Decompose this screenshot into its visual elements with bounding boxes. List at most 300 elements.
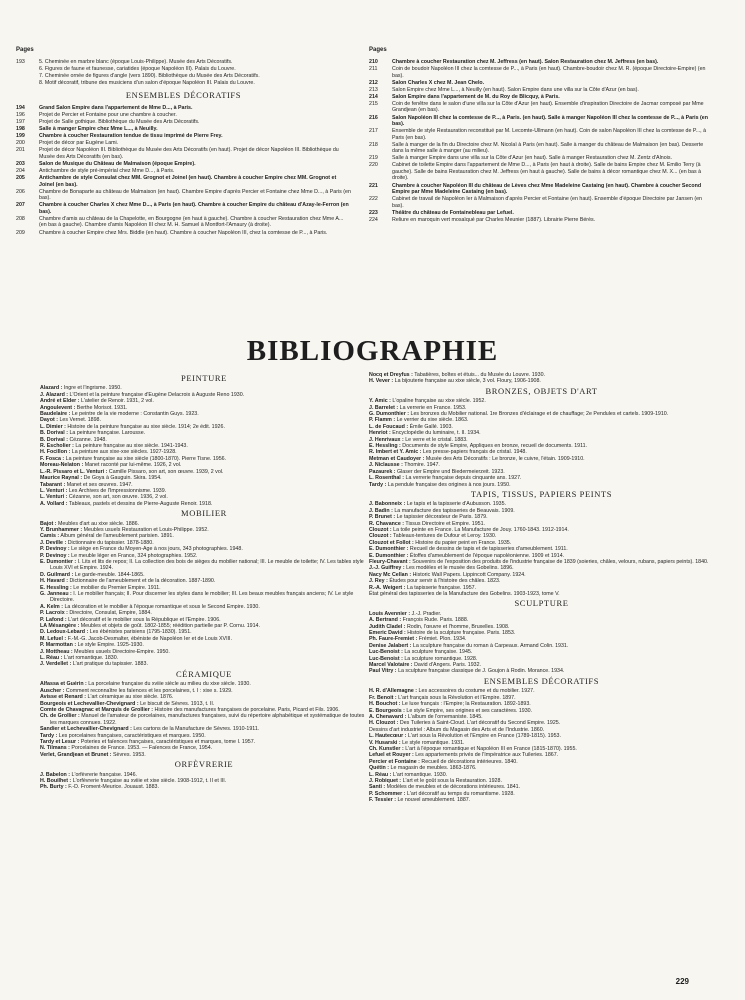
plate-page-number [16,66,39,73]
entry-title: Le magasin de meubles. 1863-1876. [390,765,477,772]
bibliography-section-heading: PEINTURE [181,373,227,383]
plate-description: Salon Empire chez Mme L..., à Neuilly (en haut). Salon Empire dans une villa sur la Côte d'Azur (en bas). [392,86,639,93]
entry-author: Dayot : [40,417,58,424]
entry-title: Histoire de la sculpture française. Paris. 1853. [407,630,516,637]
plate-description: Salon Napoléon III chez la comtesse de P..., à Paris. (en haut). Salle à manger Napoléon III chez la comtesse de P..., à Paris (en bas). [392,114,708,128]
bibliography-entry [40,784,368,790]
plate-entry [369,80,714,87]
entry-author: D. Guilmard : [40,571,74,578]
plate-description: 7. Cheminée ornée de figures d'angle (vers 1890). Bibliothèque du Musée des Arts Décoratifs. [39,73,260,80]
bibliography-entry [40,501,368,507]
plate-entry [16,202,351,215]
entry-author: Denise Jalabert : [369,642,412,649]
entry-author: L. Venturi : [40,494,68,501]
entry-author: Ph. Burty : [40,784,67,791]
entry-author: G. Dumonthier : [369,411,410,418]
plate-page-number: 205 [16,175,25,182]
entry-author: J. Babonneix : [369,501,406,508]
plate-entry [369,94,714,101]
entry-title: Dessins d'art industriel : Album du Magasin des Arts et de l'Industrie. 1860. [369,726,545,733]
entry-author: E. Dumonthier : [369,552,409,559]
entry-author: P. Devinoy : [40,546,70,553]
entry-author: P. Lacroix : [40,610,68,617]
entry-author: Luc-Benoist : [369,649,403,656]
entry-title: Meubles usuels Restauration et Louis-Philippe. 1952. [83,526,209,533]
entry-title: Le meuble léger en France, 324 photographies. 1952. [71,552,198,559]
plate-description: Antichambre de style Consulat chez MM. Grognot et Joinel (en haut). Chambre à coucher Empire chez MM. Grognot et Joinel (en bas). [39,175,337,188]
entry-author: J. Niclausse : [369,462,403,469]
plate-entry [16,168,351,175]
plate-page-number: 204 [16,168,25,175]
entry-title: Le style romantique. 1931. [402,739,465,746]
entry-title: Documents de style Empire, Appliques en bronze, recueil de documents. 1911. [402,443,588,450]
entry-title: Tableaux-tentures de Dufour et Leroy. 1930. [393,533,497,540]
bibliography-section-heading: ENSEMBLES DÉCORATIFS [483,675,600,686]
plate-description: Projet de Salle gothique. Bibliothèque du Musée des Arts Décoratifs. [39,118,200,125]
plate-entry [16,80,351,87]
plate-page-number: 219 [369,155,378,162]
entry-author: Percier et Fontaine : [369,758,420,765]
plate-page-number: 194 [16,104,25,111]
entry-author: Judith Cladel : [369,623,406,630]
plate-entry [369,87,714,94]
entry-title: J.-J. Pradier. [411,610,442,617]
entry-author: Louis Avennier : [369,610,411,617]
entry-title: Thomire. 1947. [404,462,440,469]
entry-author: Tardy : [40,732,58,739]
entry-title: Musée des Arts Décoratifs : Le bronze, le cuivre, l'étain. 1909-1910. [425,455,585,462]
plate-description: Cabinet de travail de Napoléon Ier à Malmaison d'après Percier et Fontaine (en haut). Ensemble d'époque Directoire par Jansen (en bas). [392,196,703,209]
entry-title: La bijouterie française au xixe siècle, 3 vol. Floury, 1906-1908. [394,378,541,385]
entry-author: Y. Amic : [369,398,391,405]
bibliography-entry [40,559,368,572]
entry-author: Henriot : [369,430,391,437]
plate-description: Projet de décor par Eugène Lami. [39,140,119,147]
entry-author: Y. Brunhammer : [40,526,83,533]
bibliography-entry [40,752,368,758]
entry-title: La manufacture des tapisseries de Beauvais. 1909. [394,507,515,514]
plate-entry [369,115,714,128]
entry-author: N. Tilmans : [40,745,70,752]
plate-description: Chambre de Bonaparte au château de Malmaison (en haut). Chambre Empire d'après Percier et Fontaine chez Mme D..., à Paris (en bas). [39,188,351,202]
entry-title: Cézanne, son art, son œuvre. 1936, 2 vol. [68,494,168,501]
entry-author: L. Réau : [369,771,392,778]
plate-description: Antichambre de style pré-impérial chez Mme D..., à Paris. [39,168,175,175]
entry-title: Dictionnaire du tapissier. 1878-1880. [67,539,154,546]
entry-title: Le style Empire, ses origines et ses caractères. 1930. [406,707,533,714]
entry-title: Les modèles et le musée des Gobelins. 1896. [406,565,514,572]
plate-entry [369,210,714,217]
plate-description: Salon Charles X chez M. Jean Chelo. [392,79,485,86]
entry-author: Luc-Benoist : [369,655,403,662]
entry-title: Le biscuit de Sèvres. 1913, t. II. [140,700,215,707]
entry-title: Rodin, l'œuvre et l'homme, Bruxelles. 1908. [406,623,510,630]
entry-author: LA Mésangère : [40,623,80,630]
entry-author: Clouzot : [369,526,392,533]
entry-author: J. Babelon : [40,771,71,778]
entry-title: Meubles usuels Directoire-Empire. 1950. [74,648,170,655]
entry-title: L'art français sous la Révolution et l'Empire. 1897. [398,694,516,701]
entry-author: J. Robiquet : [369,777,402,784]
entry-title: Le style Empire. 1925-1930. [77,642,144,649]
entry-author: J.-J. Guiffrey : [369,565,405,572]
entry-title: Manet raconté par lui-même. 1926, 2 vol. [84,462,182,469]
entry-author: Fr. Benoit : [369,694,397,701]
entry-title: I. Lits et lits de repos; II. La collection des bois de sièges du mobilier national; III. Le meuble de toilette; IV. Les tables style Louis XVI et Empire. 1924. [50,558,364,572]
plate-description: Salle à manger Empire dans une villa sur la Côte d'Azur (en haut). Salle à manger Restauration chez M. Zentz d'Alnois. [392,155,672,162]
plate-description: Chambre à coucher Charles X chez Mme D..., à Paris (en haut). Chambre à coucher Empire du château d'Azay-le-Ferron (en bas). [39,202,349,215]
entry-title: Album général de l'ameublement parisien. 1891. [60,533,174,540]
entry-author: H. Clouzot : [369,720,399,727]
entry-title: La verrerie française depuis cinquante ans. 1927. [405,475,522,482]
plate-entry [16,189,351,202]
entry-title: État général des tapisseries de la Manufacture des Gobelins. 1903-1923, tome V. [369,591,560,597]
entry-title: L'art décoratif au temps du romantisme. 1928. [406,790,515,797]
bibliography-section-heading: CÉRAMIQUE [176,668,232,679]
plate-description: Projet de Percier et Fontaine pour une chambre à coucher. [39,111,177,118]
entry-title: F.-M.-G. Jacob-Desmalter, ébéniste de Napoléon Ier et de Louis XVIII. [67,635,232,642]
entry-author: H. Havard : [40,578,68,585]
bibliography-entry [369,482,714,488]
plate-entry [369,128,714,141]
entry-title: Le tapis et la tapisserie d'Aubusson. 1935. [406,501,507,508]
entry-title: La sculpture française du roman à Carpeaux. Armand Colin. 1931. [412,642,569,649]
entry-title: Les Vernet. 1898. [59,417,101,424]
entry-title: Berthe Morisot. 1931. [76,404,128,411]
entry-author: P. Brunet : [369,514,396,521]
entry-title: L'art céramique au xixe siècle. 1876. [87,694,174,701]
entry-author: L. Venturi : [40,487,68,494]
entry-title: La décoration et le mobilier à l'époque romantique et sous le Second Empire. 1930. [64,603,260,610]
plate-entry [16,161,351,168]
entry-author: B. Dorival : [40,430,68,437]
plate-entry [369,162,714,182]
entry-title: La tapisserie française. 1957. [406,584,477,591]
bibliography-section-heading: BRONZES, OBJETS D'ART [485,385,598,396]
plate-list-left-ensembles [16,105,351,236]
entry-title: Des Tuileries à Saint-Cloud. L'art décoratif du Second Empire. 1925. [399,720,561,727]
bibliography-entry [369,797,714,803]
pages-header-left: Pages [16,47,34,53]
entry-title: Le garde-meuble. 1844-1865. [74,571,145,578]
entry-title: Tableaux, pastels et dessins de Pierre-Auguste Renoir. 1918. [68,500,213,507]
plate-description: Chambre à coucher Restauration chez M. Jeffress (en haut). Salon Restauration chez M. Jeffress (en bas). [392,59,659,65]
entry-title: L'art sous la Révolution et l'Empire en France (1789-1815). 1953. [407,733,561,740]
entry-title: Recueil de dessins de tapis et de tapisseries d'ameublement. 1911. [409,546,568,553]
plate-entry [16,105,351,112]
entry-title: L'art et le goût sous la Restauration. 1928. [402,777,502,784]
entry-title: De Goya à Gauguin. Skira. 1954. [83,475,162,482]
entry-title: Camille Pissaro, son art, son œuvre. 1939, 2 vol. [108,468,224,475]
entry-title: Poteries et faïences françaises, caractéristiques et marques, tome I. 1957. [80,738,256,745]
entry-title: François Rude. Paris. 1888. [402,617,469,624]
entry-title: Le nouvel ameublement. 1887. [397,797,471,804]
entry-author: R. Escholier : [40,443,74,450]
plate-entry [16,175,351,188]
bibliography-left-column [40,372,368,791]
entry-title: Les cartons de la Manufacture de Sèvres. 1910-1911. [133,726,260,733]
entry-author: L.-R. Pissaro et L. Venturi : [40,468,108,475]
entry-title: Émile Gallé. 1903. [409,423,453,430]
plate-description: Chambre à coucher Empire chez Mrs. Biddle (en haut). Chambre à coucher Napoléon III, chez la comtesse de P..., à Paris. [39,229,328,236]
entry-title: Frémiet. Plon. 1934. [418,636,467,643]
plate-page-number: 193 [16,59,25,65]
plate-entry [16,59,351,66]
entry-title: Le verrier du xixe siècle. 1863. [396,417,469,424]
plate-entry [369,196,714,209]
plate-page-number: 196 [16,111,25,118]
plate-entry [369,66,714,79]
plate-page-number: 199 [16,133,25,140]
plate-page-number: 221 [369,182,378,189]
plate-page-number: 215 [369,100,378,107]
plate-description: 8. Motif décoratif, tribune des musiciens d'un salon d'époque Napoléon III. Palais du Louvre. [39,80,255,87]
bibliography-title: BIBLIOGRAPHIE [246,335,499,367]
entry-author: Camis : [40,533,60,540]
entry-title: Histoire du papier peint en France. 1935. [415,539,512,546]
entry-author: Ch. de Grollier : [40,713,80,720]
entry-author: P. Lafond : [40,616,67,623]
entry-title: L'art pratique du tapissier. 1883. [72,661,148,668]
entry-author: Moreau-Nelaton : [40,462,84,469]
entry-author: P. Flamm : [369,417,396,424]
entry-author: J. Barrelet : [369,404,399,411]
entry-title: La porcelaine française du xviiie siècle au milieu du xixe siècle. 1930. [88,681,251,688]
plate-description: Chambre à coucher Restauration tendue de tissu imprimé de Pierre Frey. [39,133,223,140]
entry-author: F. Tessier : [369,797,396,804]
top-right-column [369,47,714,224]
entry-author: E. Dumonthier : [369,546,409,553]
entry-title: Les Archives de l'Impressionnisme. 1939. [68,487,167,494]
plate-entry [16,112,351,119]
page-number: 229 [675,977,689,986]
entry-title: L'art romantique. 1830. [63,655,119,662]
entry-title: Les presse-papiers français de cristal. 1948. [422,449,527,456]
bibliography-entry [40,591,368,604]
entry-author: Bajot : [40,520,57,527]
entry-author: H. Bouchot : [369,701,401,708]
entry-title: Tabatières, boîtes et étuis... du Musée du Louvre. 1930. [414,372,545,378]
entry-author: Santi : [369,784,386,791]
plate-description: Cabinet de toilette Empire dans l'appartement de Mme D..., à Paris (en haut à droite). Salle de bains Empire chez M. Emilio Terry (à gauche). Salle de bains Restauration chez M. Jeffress (en haut à gauche). Salle de bains à décor romantique chez M. X... (en bas à droite). [392,162,702,182]
entry-title: Histoire des manufactures françaises de porcelaine. Paris, Picard et Fils. 1906. [154,706,340,713]
entry-author: L. de Foucaud : [369,423,409,430]
entry-author: Avisse et Renard : [40,694,87,701]
entry-author: J. Alazard : [40,391,69,398]
entry-title: Le siège en France du Moyen-Age à nos jours, 343 photographies. 1948. [71,546,243,553]
entry-title: I. Le mobilier français; II. Pour discerner les styles dans le mobilier; III. Les beaux meubles français anciens; IV. Le style Directoire. [50,591,354,604]
entry-title: Les porcelaines françaises, caractéristiques et marques. 1950. [58,732,206,739]
plate-description: Salle à manger de la fin du Directoire chez M. Nicolaï à Paris (en haut). Salle à manger du château de Malmaison (en bas). Desserte dans la même salle à manger (au milieu). [392,141,704,155]
entry-title: Les ébénistes parisiens (1795-1830). 1951. [89,629,192,636]
entry-title: L'orfèvrerie française au xviiie et xixe siècle. 1908-1912, t. II et III. [72,777,227,784]
entry-author: V. Husarski : [369,739,401,746]
plate-page-number: 216 [369,114,378,121]
plate-entry [16,140,351,147]
plate-entry [16,73,351,80]
entry-author: P. Devinoy : [40,552,70,559]
entry-author: J. Deville : [40,539,67,546]
entry-title: La pendule française des origines à nos jours. 1950. [387,481,511,488]
entry-author: Ph. Faure-Fremiet : [369,636,418,643]
plate-page-number: 224 [369,216,378,223]
entry-author: Clouzot : [369,533,392,540]
plate-entry [369,101,714,114]
entry-author: Lefuel et Rouyer : [369,752,414,759]
plate-page-number: 218 [369,141,378,148]
entry-title: F.-D. Froment-Meurice. Jouaust. 1883. [68,784,159,791]
entry-title: La peinture française au xixe siècle (1800-1870). Pierre Tisne. 1956. [65,455,227,462]
entry-title: Sèvres. 1953. [113,751,146,758]
bibliography-section-heading: TAPIS, TISSUS, PAPIERS PEINTS [470,488,613,499]
entry-author: Baudelaire : [40,411,71,418]
entry-author: A. Bertrand : [369,617,402,624]
entry-author: Paul Vitry : [369,668,397,675]
plate-entry [16,147,351,160]
plate-description: Coin de fenêtre dans le salon d'une villa sur la Côte d'Azur (en haut). Ensemble d'inspiration Directoire de Jacmar composé par Mme Grandjean (en bas). [392,100,704,114]
plate-page-number: 212 [369,79,378,86]
entry-title: La verrerie en France. 1953. [399,404,467,411]
entry-author: E. Hessling : [369,443,401,450]
entry-title: Meubles d'art au xixe siècle. 1886. [57,520,140,527]
bibliography-entry [40,661,368,667]
entry-title: Encyclopédie du luminaire, t. II. 1934. [392,430,481,437]
entry-author: J. Mottheau : [40,648,73,655]
entry-title: La peinture française. Larousse. [69,430,146,437]
bibliography-entry [40,713,368,726]
entry-author: E. Bourgeois : [369,707,405,714]
plate-page-number: 223 [369,209,378,216]
plate-entry [369,59,714,66]
entry-author: Comte de Chavagnac et Marquis de Grollier : [40,706,154,713]
entry-author: Pazaurek : [369,468,396,475]
plate-entry [369,217,714,224]
entry-author: D. Ledoux-Lebard : [40,629,89,636]
entry-author: A. Chenavard : [369,713,407,720]
bibliography-entry [369,378,714,384]
entry-title: Cézanne. 1948. [69,436,107,443]
entry-author: L. Hautecœur : [369,733,407,740]
entry-title: L'Orient et la peinture française d'Eugène Delacroix à Auguste Reno 1930. [69,391,245,398]
pages-header-right: Pages [369,47,387,53]
entry-author: Tardy : [369,481,387,488]
entry-title: La toile peinte en France. La Manufacture de Jouy. 1760-1843. 1912-1914. [393,526,569,533]
plate-page-number: 207 [16,202,25,209]
entry-author: Emeric David : [369,630,406,637]
entry-author: Angoulevent : [40,404,76,411]
plate-page-number: 213 [369,86,378,93]
plate-description: 5. Cheminée en marbre blanc (époque Louis-Philippe). Musée des Arts Décoratifs. [39,59,233,65]
plate-page-number: 197 [16,118,25,125]
entry-title: Manuel de l'amateur de porcelaines, manufactures françaises, suivi du répertoire alphabétique et systématique de toutes les marques connues. 1922. [50,713,365,726]
plate-page-number: 222 [369,196,378,203]
entry-author: A. Vollard : [40,500,68,507]
plate-list-left [16,59,351,87]
entry-title: Le mobilier du Premier Empire. 1911. [73,584,161,591]
bibliography-section-heading: SCULPTURE [514,598,569,609]
entry-title: Les bronzes du Mobilier national. 1re Bronzes d'éclairage et de chauffage; 2e Pendules et cartels. 1909-1910. [410,411,669,418]
entry-title: Manet et ses œuvres. 1947. [66,481,133,488]
entry-author: Clouzot et Follot : [369,539,414,546]
entry-title: Souvenirs de l'exposition des produits de l'industrie française de 1839 (soieries, châles, velours, rubans, papiers peints). 1840. [412,558,709,565]
entry-author: A. Kelm : [40,603,63,610]
bibliography-section-heading: MOBILIER [181,508,227,519]
plate-page-number: 211 [369,66,378,73]
entry-title: Meubles et objets de goût. 1802-1855; réédition partielle par P. Cornu. 1914. [80,623,260,630]
entry-author: André et Elder : [40,398,80,405]
entry-author: Tabarant : [40,481,66,488]
plate-entry [16,230,351,237]
entry-title: Le verre et le cristal. 1883. [405,436,468,443]
entry-title: Étoffes d'ameublement de l'époque napoléonienne. 1909 et 1914. [409,552,565,559]
entry-title: Les appartements privés de l'Impératrice aux Tuileries. 1867. [415,752,559,759]
plate-description: Coin de boudoir Napoléon III chez la comtesse de P..., à Paris (en haut). Chambre-boudoir chez M. R. (époque Directoire-Empire) (en bas). [392,66,706,79]
entry-author: J. Henrivaux : [369,436,404,443]
entry-author: R. Imbert et Y. Amic : [369,449,422,456]
plate-description: 6. Figures de faune et faunesse, cariatides (époque Napoléon III). Palais du Louvre. [39,66,236,73]
entry-author: Tardy et Lesur : [40,738,80,745]
entry-author: L. Réau : [40,655,63,662]
plate-page-number: 209 [16,229,25,236]
bibliography-entry [369,668,714,674]
entry-title: La sculpture française. 1945. [404,649,473,656]
plate-page-number: 208 [16,215,25,222]
entry-title: L'orfèvrerie française. 1946. [71,771,138,778]
entry-author: Ch. Kunstler : [369,745,404,752]
plate-description: Chambre à coucher Napoléon III du château de Lèves chez Mme Madeleine Castaing (en haut). Chambre à coucher Second Empire par Mme Madeleine Castaing (en bas). [392,182,702,196]
entry-author: J. Rey : [369,578,388,585]
plate-description: Chambre d'amis au château de la Chapelotte, en Bourgogne (en haut à gauche). Chambre à coucher Restauration chez Mme A... (en bas à gauche). Chambre d'amis Napoléon III chez M. H. Samuel à Montfort-l'Amaury (à droite). [39,215,344,229]
bibliography-right-column [369,372,714,804]
plate-page-number: 214 [369,93,378,100]
plate-page-number: 200 [16,140,25,147]
entry-author: H. R. d'Allemagne : [369,688,418,695]
entry-author: Marcel Valotaire : [369,662,413,669]
plate-page-number: 206 [16,188,25,195]
entry-title: Modèles de meubles et de décorations intérieures. 1841. [386,784,521,791]
entry-title: L'opaline française au xixe siècle. 1952. [392,398,486,405]
entry-title: Ingre et l'ingrisme. 1950. [63,385,122,392]
entry-author: Verlet, Grandjean et Brunet : [40,751,112,758]
entry-author: Fleury-Chavant : [369,558,411,565]
entry-title: L'atelier de Renoir. 1931, 2 vol. [80,398,154,405]
entry-title: Dictionnaire de l'ameublement et de la décoration. 1887-1890. [69,578,216,585]
plate-page-number [16,73,39,80]
plate-description: Projet de décor Napoléon III. Bibliothèque du Musée des Arts Décoratifs (en haut). Projet de décor Napoléon III. Bibliothèque du Musée des Arts Décoratifs (en bas). [39,147,339,160]
plate-entry [16,126,351,133]
entry-author: H. Focillon : [40,449,71,456]
plate-page-number: 201 [16,147,25,154]
plate-description: Salle à manger Empire chez Mme L..., à Neuilly. [39,126,158,133]
bibliography-entry [369,591,714,597]
entry-author: P. Schommer : [369,790,406,797]
entry-title: Le peintre de la vie moderne : Constantin Guys. 1923. [71,411,199,418]
entry-author: Alfassa et Guérin : [40,681,87,688]
entry-title: Directoire, Consulat, Empire, 1884. [69,610,152,617]
entry-title: L'art à l'époque romantique et Napoléon III en France (1815-1870). 1955. [405,745,577,752]
entry-author: J. Verdellet : [40,661,72,668]
plate-description: Reliure en maroquin vert mosaïqué par Charles Meunier (1887). Librairie Pierre Bérès. [392,216,596,223]
entry-author: Bourgeois et Lechevallier-Chevignard : [40,700,139,707]
plate-entry [369,155,714,162]
section-heading-ensembles: ENSEMBLES DÉCORATIFS [125,89,242,100]
plate-page-number: 217 [369,128,378,135]
entry-author: Alazard : [40,385,63,392]
entry-title: Le tapissier décorateur de Paris. 1879. [396,514,488,521]
entry-title: La sculpture romantique. 1928. [404,655,478,662]
entry-title: Tissus Directoire et Empire. 1951. [405,520,486,527]
entry-title: Histoire de la peinture française au xixe siècle. 1914; 2e édit. 1926. [67,423,225,430]
